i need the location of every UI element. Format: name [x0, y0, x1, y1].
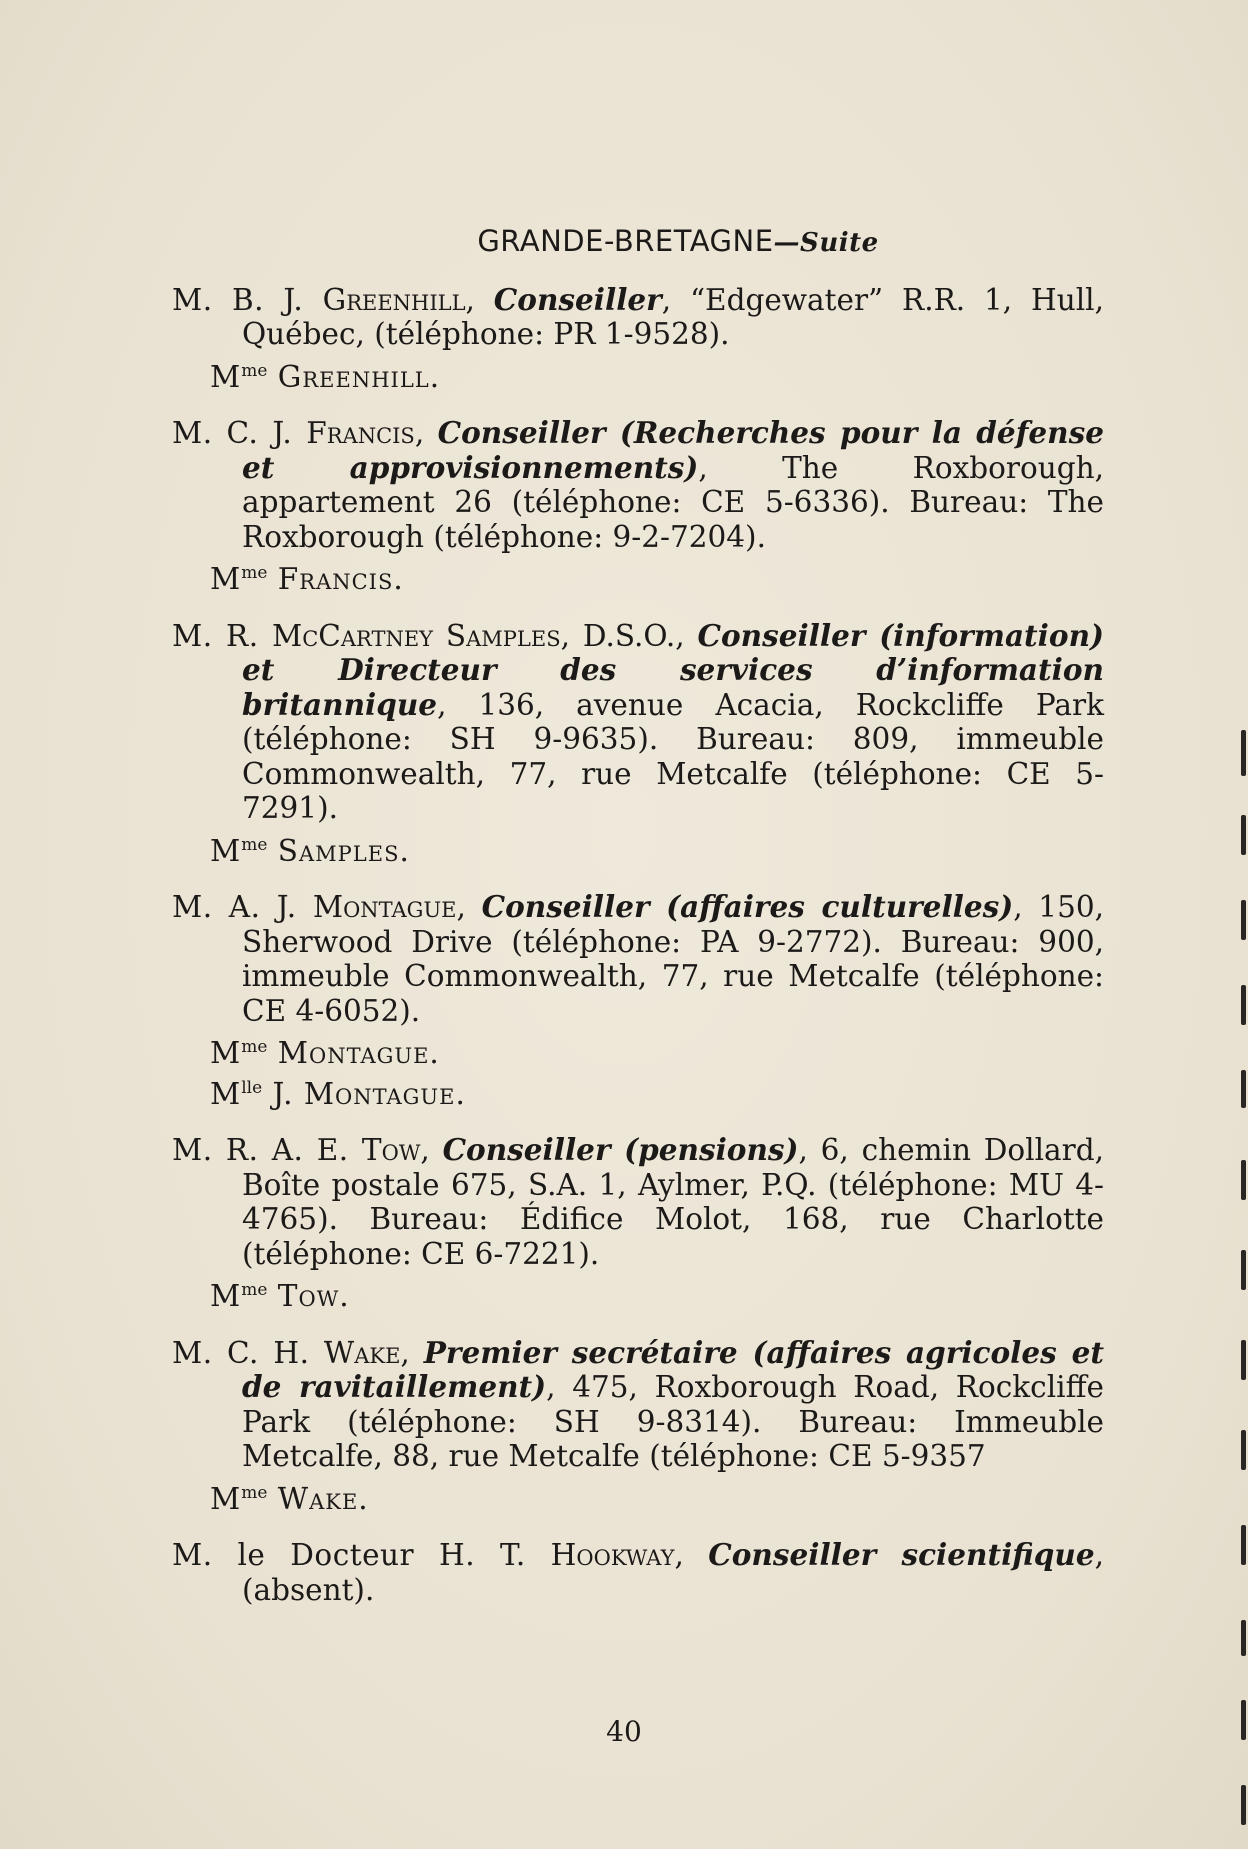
entry-paragraph: M. R. A. E. Tow, Conseiller (pensions), 6, chemin Dollard, Boîte postale 675, S.A. 1, Aylmer, P.Q. (téléphone: MU 4-4765). Bureau: Édifice Molot, 168, rue Charlotte (téléphone: CE 6-7221).: [172, 1132, 1104, 1271]
spouse-line: [210, 1279, 1104, 1314]
edge-mark: [1241, 985, 1246, 1025]
spouse-sup: me: [241, 563, 268, 584]
spouse-name: Wake.: [277, 1481, 369, 1516]
spouse-sup: me: [241, 834, 268, 855]
entry-surname: Hookway: [550, 1538, 675, 1572]
spouse-sup: lle: [241, 1077, 263, 1098]
entry-role: Conseiller (affaires culturelles): [481, 889, 1014, 924]
title-suffix: —Suite: [773, 228, 879, 258]
entry-title: M. le Docteur H. T.: [172, 1538, 551, 1572]
edge-mark: [1241, 730, 1246, 776]
edge-mark: [1241, 1430, 1246, 1470]
spouse-prefix: M: [210, 1036, 242, 1070]
edge-mark: [1241, 1620, 1246, 1656]
edge-mark: [1241, 1250, 1246, 1290]
entry-paragraph: M. C. J. Francis, Conseiller (Recherches pour la défense et approvisionnements), The Roxborough, appartement 26 (téléphone: CE 5-6336). Bureau: The Roxborough (téléphone: 9-2-7204).: [172, 415, 1104, 554]
entry-details: , (absent).: [242, 1538, 1104, 1607]
entry-paragraph: M. C. H. Wake, Premier secrétaire (affaires agricoles et de ravitaillement), 475, Roxborough Road, Rockcliffe Park (téléphone: SH 9-8314). Bureau: Immeuble Metcalfe, 88, rue Metcalfe (téléphone: CE 5-9357: [172, 1334, 1104, 1473]
directory-entry: [172, 416, 1104, 597]
spouse-prefix: M: [210, 1279, 242, 1313]
edge-mark: [1241, 1340, 1246, 1380]
edge-mark: [1241, 900, 1246, 940]
page-title: [172, 224, 1104, 261]
directory-entry: [172, 890, 1104, 1111]
entry-role: Conseiller: [493, 281, 662, 317]
spouse-name: Montague.: [277, 1036, 440, 1070]
entry-surname: Tow: [361, 1133, 421, 1167]
edge-mark: [1241, 1160, 1246, 1200]
page-content: [172, 224, 1104, 1629]
spouse-line: [210, 360, 1104, 395]
spouse-line: [210, 1077, 1104, 1112]
entry-details: , 475, Roxborough Road, Rockcliffe Park (téléphone: SH 9-8314). Bureau: Immeuble Metcalfe, 88, rue Metcalfe (téléphone: CE 5-9357: [242, 1370, 1104, 1473]
spouse-name: Tow.: [277, 1279, 350, 1313]
spouse-name: Samples.: [277, 833, 410, 868]
entry-details: , 6, chemin Dollard, Boîte postale 675, S.A. 1, Aylmer, P.Q. (téléphone: MU 4-4765). Bureau: Édifice Molot, 168, rue Charlotte (téléphone: CE 6-7221).: [242, 1133, 1104, 1271]
directory-entry: [172, 283, 1104, 395]
entry-paragraph: M. B. J. Greenhill, Conseiller, “Edgewater” R.R. 1, Hull, Québec, (téléphone: PR 1-9528).: [172, 281, 1104, 351]
spouse-line: [210, 1482, 1104, 1517]
entry-title: M. R.: [172, 618, 272, 653]
spouse-prefix: M: [210, 1481, 242, 1516]
entry-surname: Greenhill: [322, 282, 466, 317]
entry-surname: Montague: [312, 890, 457, 924]
entry-paragraph: M. R. McCartney Samples, D.S.O., Conseiller (information) et Directeur des services d’information britannique, 136, avenue Acacia, Rockcliffe Park (téléphone: SH 9-9635). Bureau: 809, immeuble Commonwealth, 77, rue Metcalfe (téléphone: CE 5-7291).: [172, 617, 1104, 825]
directory-entry: [172, 1336, 1104, 1517]
entry-details: , 150, Sherwood Drive (téléphone: PA 9-2772). Bureau: 900, immeuble Commonwealth, 77, rue Metcalfe (téléphone: CE 4-6052).: [242, 890, 1104, 1028]
entry-surname: Francis: [306, 416, 415, 450]
spouse-name: J. Montague.: [272, 1076, 466, 1111]
entry-title: M. B. J.: [172, 282, 323, 317]
entry-role: Premier secrétaire (affaires agricoles et de ravitaillement): [242, 1334, 1104, 1404]
entry-details: , The Roxborough, appartement 26 (téléphone: CE 5-6336). Bureau: The Roxborough (téléphone: 9-2-7204).: [242, 450, 1104, 554]
page-number: 40: [606, 1715, 642, 1748]
entry-title: M. C. H.: [172, 1335, 324, 1370]
spouse-sup: me: [241, 1280, 268, 1301]
entry-details: , “Edgewater” R.R. 1, Hull, Québec, (téléphone: PR 1-9528).: [242, 282, 1104, 351]
entry-title: M. R. A. E.: [172, 1133, 362, 1167]
entry-role: Conseiller scientifique: [708, 1537, 1095, 1572]
spouse-prefix: M: [210, 1076, 242, 1111]
directory-entry: [172, 619, 1104, 869]
entry-details: , 136, avenue Acacia, Rockcliffe Park (téléphone: SH 9-9635). Bureau: 809, immeuble Commonwealth, 77, rue Metcalfe (téléphone: CE 5-7291).: [242, 687, 1104, 825]
spouse-line: [210, 1036, 1104, 1071]
directory-entries: [172, 283, 1104, 1608]
spouse-line: [210, 834, 1104, 869]
spouse-prefix: M: [210, 562, 242, 596]
entry-surname: Wake: [323, 1335, 401, 1370]
spouse-name: Greenhill.: [277, 359, 441, 394]
entry-paragraph: M. A. J. Montague, Conseiller (affaires culturelles), 150, Sherwood Drive (téléphone: PA 9-2772). Bureau: 900, immeuble Commonwealth, 77, rue Metcalfe (téléphone: CE 4-6052).: [172, 889, 1104, 1028]
edge-mark: [1241, 1525, 1246, 1565]
edge-mark: [1241, 1070, 1246, 1108]
spouse-prefix: M: [210, 359, 242, 394]
entry-role: Conseiller (pensions): [442, 1132, 799, 1167]
edge-mark: [1241, 1785, 1246, 1825]
spouse-sup: me: [241, 1482, 268, 1503]
entry-title: M. C. J.: [172, 416, 307, 450]
entry-role: Conseiller (information) et Directeur des services d’information britannique: [242, 617, 1104, 722]
spouse-sup: me: [241, 360, 268, 381]
spouse-prefix: M: [210, 833, 242, 868]
edge-mark: [1241, 815, 1246, 855]
title-main: GRANDE-BRETAGNE: [477, 224, 774, 258]
spouse-sup: me: [241, 1037, 268, 1058]
spouse-name: Francis.: [277, 562, 404, 596]
spouse-line: [210, 562, 1104, 597]
entry-role: Conseiller (Recherches pour la défense et approvisionnements): [242, 415, 1104, 485]
directory-entry: [172, 1538, 1104, 1607]
directory-entry: [172, 1133, 1104, 1314]
entry-title: M. A. J.: [172, 890, 313, 924]
entry-paragraph: M. le Docteur H. T. Hookway, Conseiller scientifique, (absent).: [172, 1537, 1104, 1607]
entry-surname: McCartney Samples, D.S.O.: [271, 618, 676, 653]
